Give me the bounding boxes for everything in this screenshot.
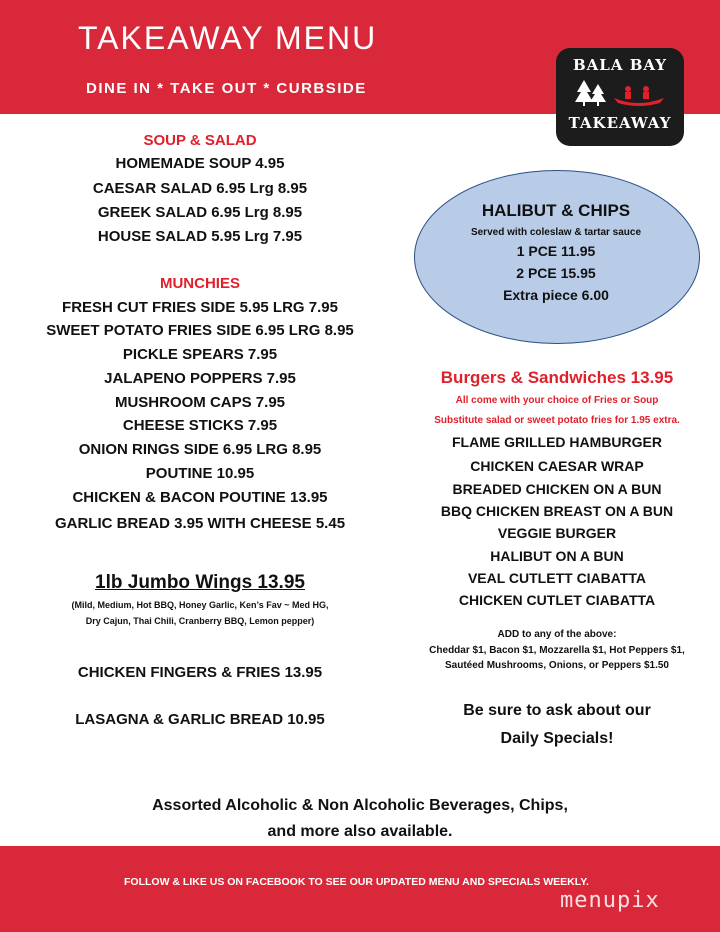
- menu-item: BREADED CHICKEN ON A BUN: [452, 481, 662, 497]
- menu-item: GREEK SALAD 6.95 Lrg 8.95: [97, 204, 303, 221]
- page-title: TAKEAWAY MENU: [78, 20, 378, 56]
- menu-item: CHICKEN CUTLET CIABATTA: [458, 592, 656, 608]
- add-ons-heading: ADD to any of the above:: [497, 629, 617, 640]
- beverages-line-1: Assorted Alcoholic & Non Alcoholic Beverages, Chips,: [152, 797, 568, 814]
- add-ons-line-2: Sautéed Mushrooms, Onions, or Peppers $1.50: [445, 660, 669, 671]
- menu-item: CAESAR SALAD 6.95 Lrg 8.95: [92, 180, 308, 197]
- menu-item: FRESH CUT FRIES SIDE 5.95 LRG 7.95: [62, 299, 338, 316]
- menu-item: PICKLE SPEARS 7.95: [122, 346, 278, 363]
- wings-flavours-line1: (Mild, Medium, Hot BBQ, Honey Garlic, Ken’s Fav ~ Med HG,: [71, 600, 329, 610]
- watermark: menupix: [560, 888, 660, 913]
- halibut-extra: Extra piece 6.00: [503, 287, 609, 303]
- menu-item: GARLIC BREAD 3.95 WITH CHEESE 5.45: [54, 515, 346, 532]
- menu-item: HALIBUT ON A BUN: [490, 548, 624, 564]
- soup-salad-heading: SOUP & SALAD: [143, 132, 257, 149]
- pine-tree-icon: [575, 80, 606, 106]
- menu-item: SWEET POTATO FRIES SIDE 6.95 LRG 8.95: [46, 322, 354, 339]
- menu-item: MUSHROOM CAPS 7.95: [114, 394, 286, 411]
- menu-item: HOMEMADE SOUP 4.95: [115, 155, 285, 172]
- chicken-fingers-item: CHICKEN FINGERS & FRIES 13.95: [77, 664, 323, 681]
- logo-top-text: BALA BAY: [572, 56, 667, 74]
- tagline: DINE IN * TAKE OUT * CURBSIDE: [86, 80, 367, 97]
- menu-item: CHICKEN & BACON POUTINE 13.95: [72, 489, 328, 506]
- menu-item: FLAME GRILLED HAMBURGER: [452, 434, 662, 450]
- add-ons-line-1: Cheddar $1, Bacon $1, Mozzarella $1, Hot Peppers $1,: [429, 645, 685, 656]
- logo: [556, 48, 684, 146]
- logo-graphic: [574, 78, 666, 110]
- halibut-note: Served with coleslaw & tartar sauce: [470, 227, 642, 238]
- halibut-title: HALIBUT & CHIPS: [481, 201, 631, 220]
- logo-bottom-text: TAKEAWAY: [568, 114, 672, 132]
- menu-item: HOUSE SALAD 5.95 Lrg 7.95: [97, 228, 303, 245]
- menu-item: VEAL CUTLETT CIABATTA: [467, 570, 647, 586]
- specials-line-2: Daily Specials!: [500, 730, 614, 747]
- lasagna-item: LASAGNA & GARLIC BREAD 10.95: [75, 711, 325, 728]
- menu-item: ONION RINGS SIDE 6.95 LRG 8.95: [78, 441, 322, 458]
- menu-item: VEGGIE BURGER: [497, 525, 617, 541]
- wings-flavours-line2: Dry Cajun, Thai Chili, Cranberry BBQ, Lemon pepper): [85, 616, 315, 626]
- halibut-price-1: 1 PCE 11.95: [516, 243, 596, 259]
- menu-item: CHEESE STICKS 7.95: [122, 417, 278, 434]
- menu-item: CHICKEN CAESAR WRAP: [470, 458, 644, 474]
- burgers-heading: Burgers & Sandwiches 13.95: [440, 368, 674, 387]
- halibut-price-2: 2 PCE 15.95: [516, 265, 596, 281]
- facebook-note: FOLLOW & LIKE US ON FACEBOOK TO SEE OUR UPDATED MENU AND SPECIALS WEEKLY.: [124, 876, 589, 888]
- burgers-note-2: Substitute salad or sweet potato fries for 1.95 extra.: [434, 415, 680, 426]
- beverages-line-2: and more also available.: [267, 823, 453, 840]
- wings-title: 1lb Jumbo Wings 13.95: [95, 572, 305, 593]
- menu-item: POUTINE 10.95: [145, 465, 255, 482]
- munchies-heading: MUNCHIES: [159, 275, 240, 292]
- canoe-icon: [614, 86, 664, 106]
- specials-line-1: Be sure to ask about our: [463, 702, 651, 719]
- menu-item: BBQ CHICKEN BREAST ON A BUN: [440, 503, 674, 519]
- menu-item: JALAPENO POPPERS 7.95: [104, 370, 296, 387]
- burgers-note-1: All come with your choice of Fries or Soup: [455, 395, 659, 406]
